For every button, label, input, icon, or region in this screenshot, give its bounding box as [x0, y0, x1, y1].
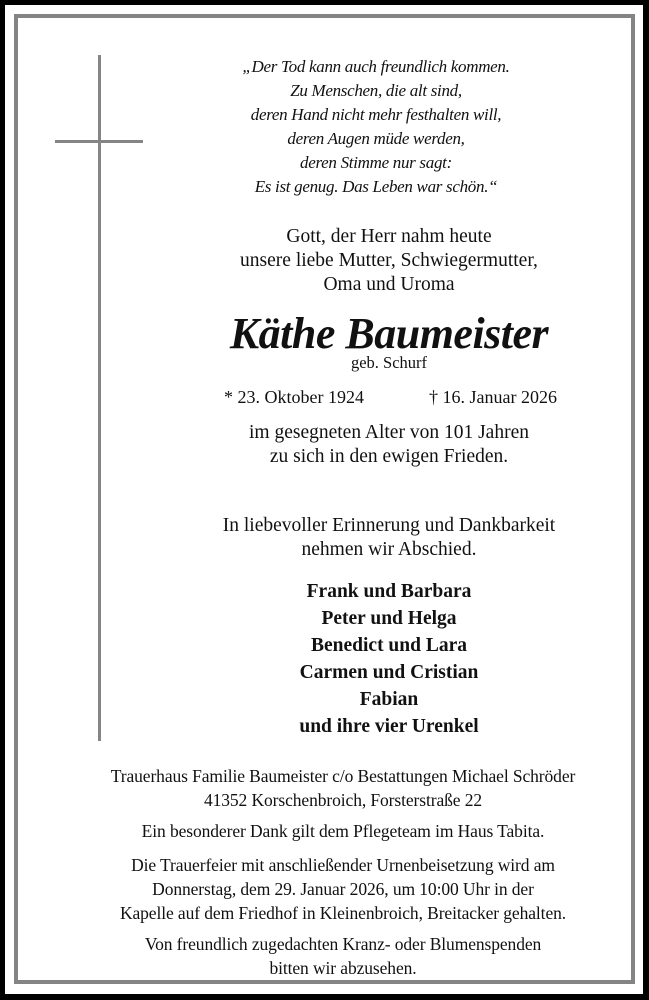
family-member: Carmen und Cristian — [299, 662, 479, 683]
age-statement — [188, 421, 590, 469]
poem-line: Zu Menschen, die alt sind, — [290, 81, 462, 100]
intro-line: Gott, der Herr nahm heute — [286, 226, 492, 247]
birth-date: * 23. Oktober 1924 — [224, 387, 364, 407]
poem-line: deren Stimme nur sagt: — [300, 153, 452, 172]
deceased-name: Käthe Baumeister — [229, 309, 549, 358]
announcement-intro — [188, 225, 590, 297]
poem-line: Es ist genug. Das Leben war schön.“ — [254, 177, 498, 196]
intro-line: unsere liebe Mutter, Schwiegermutter, — [240, 250, 538, 271]
death-date: † 16. Januar 2026 — [429, 387, 557, 407]
family-member: Frank und Barbara — [306, 581, 472, 602]
service-line: Kapelle auf dem Friedhof in Kleinenbroich, Breitacker gehalten. — [119, 903, 567, 923]
flowers-line: Von freundlich zugedachten Kranz- oder Blumenspenden — [144, 934, 542, 954]
maiden-name: geb. Schurf — [350, 353, 428, 372]
family-member: Peter und Helga — [321, 608, 457, 629]
flowers-note — [38, 932, 648, 980]
farewell-line: nehmen wir Abschied. — [301, 539, 477, 560]
family-member: Fabian — [359, 689, 419, 710]
intro-line: Oma und Uroma — [323, 274, 455, 295]
poem-line: „Der Tod kann auch freundlich kommen. — [242, 57, 510, 76]
address-line: Trauerhaus Familie Baumeister c/o Bestattungen Michael Schröder — [110, 766, 576, 786]
farewell-statement — [188, 514, 590, 562]
cross-icon-horizontal-beam — [55, 140, 143, 143]
age-line: im gesegneten Alter von 101 Jahren — [249, 422, 529, 443]
service-line: Die Trauerfeier mit anschließender Urnenbeisetzung wird am — [131, 855, 555, 875]
family-member: und ihre vier Urenkel — [299, 716, 479, 737]
inner-frame-border — [14, 14, 635, 984]
poem-line: deren Augen müde werden, — [287, 129, 465, 148]
poem-line: deren Hand nicht mehr festhalten will, — [250, 105, 502, 124]
funeral-service-info — [38, 853, 648, 925]
poem-quote — [208, 55, 544, 199]
farewell-line: In liebevoller Erinnerung und Dankbarkeit — [222, 515, 556, 536]
address-line: 41352 Korschenbroich, Forsterstraße 22 — [203, 790, 483, 810]
mourning-house-address — [38, 764, 648, 812]
family-member: Benedict und Lara — [310, 635, 468, 656]
flowers-line: bitten wir abzusehen. — [269, 958, 417, 978]
cross-icon-vertical-beam — [98, 55, 101, 741]
service-line: Donnerstag, dem 29. Januar 2026, um 10:00 Uhr in der — [152, 879, 534, 899]
obituary-page — [5, 5, 643, 994]
thanks-note: Ein besonderer Dank gilt dem Pflegeteam im Haus Tabita. — [141, 821, 545, 841]
life-dates — [220, 384, 590, 410]
family-list — [188, 578, 590, 740]
age-line: zu sich in den ewigen Frieden. — [269, 446, 509, 467]
